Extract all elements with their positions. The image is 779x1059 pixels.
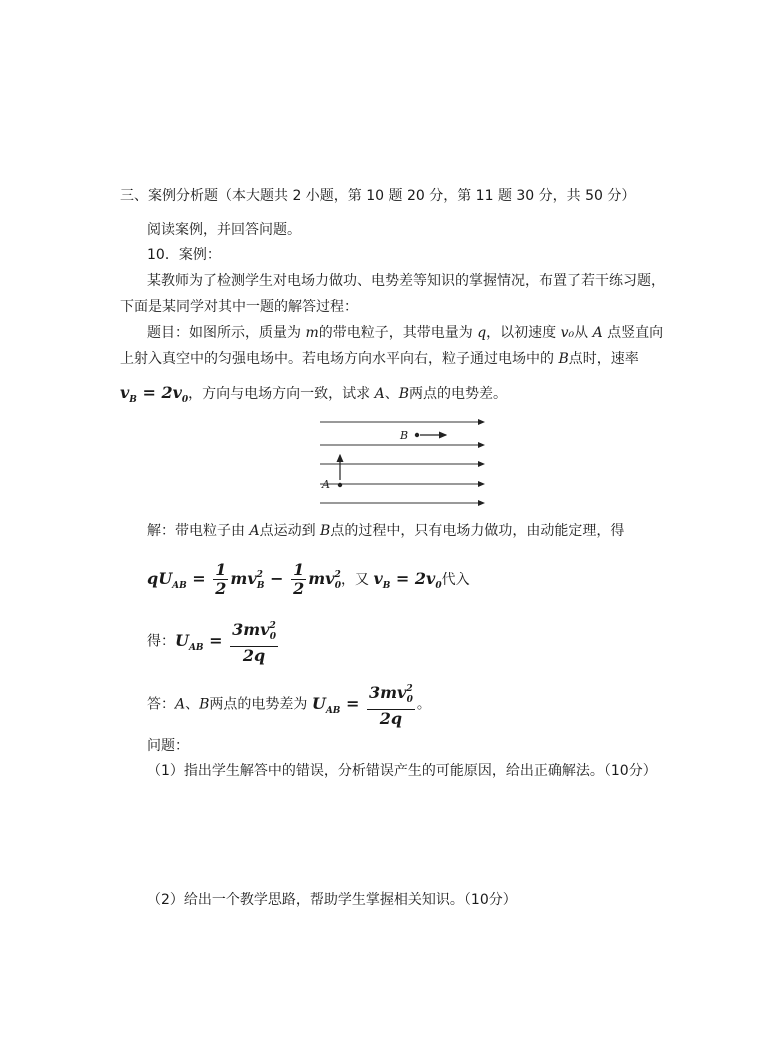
var-B: B	[398, 386, 410, 402]
formula-energy-theorem: $qU_{AB}$ = $\frac{1}{2}$ $mv^2_B$ − $\frac{1}{2}$ $mv^2_0$	[147, 560, 341, 598]
questions-title: 问题：	[147, 738, 189, 754]
solution-text: ，又	[340, 572, 374, 588]
solution-text: 解：带电粒子由	[147, 523, 250, 539]
formula-result: $U_{AB}$ = $\frac{3mv^2_0}{2q}$	[175, 631, 280, 650]
var-A: A	[175, 696, 186, 713]
point-A	[338, 483, 342, 487]
var-q: q	[477, 325, 487, 341]
var-B: B	[199, 696, 210, 713]
equation-1	[147, 556, 470, 605]
question-2: （2）给出一个教学思路，帮助学生掌握相关知识。（10分）	[147, 892, 517, 908]
var-v0: v₀	[560, 325, 575, 341]
formula-vB: $v_B = 2v_0$	[120, 383, 189, 405]
var-A: A	[249, 523, 260, 539]
problem-text: ，方向与电场方向一致，试求	[188, 386, 375, 402]
result-label: 得：	[147, 633, 175, 650]
problem-text: 题目：如图所示，质量为	[147, 325, 306, 341]
instruction-text: 阅读案例，并回答问题。	[147, 222, 301, 238]
problem-text: 两点的电势差。	[409, 386, 508, 402]
problem-text: 从	[574, 325, 593, 341]
var-A: A	[592, 325, 603, 341]
result-line	[147, 617, 280, 668]
problem-text: 上射入真空中的匀强电场中。若电场方向水平向右，粒子通过电场中的	[120, 351, 559, 367]
problem-line-3	[120, 383, 507, 410]
var-B: B	[320, 523, 331, 539]
label-B: B	[400, 429, 409, 442]
label-A: A	[322, 478, 330, 491]
answer-end: 。	[416, 696, 431, 713]
section-heading: 三、案例分析题（本大题共 2 小题，第 10 题 20 分，第 11 题 30 分，共 50 分）	[120, 188, 636, 204]
problem-text: 点时，速率	[568, 351, 639, 367]
separator: 、	[384, 386, 399, 402]
var-m: m	[305, 325, 319, 341]
solution-line-1	[147, 521, 624, 541]
formula-vB: $v_B = 2v_0$	[373, 569, 442, 591]
electric-field-figure	[316, 412, 494, 514]
var-A: A	[374, 386, 385, 402]
solution-text: 代入	[441, 572, 470, 588]
answer-text: 两点的电势差为	[209, 696, 312, 713]
answer-line	[147, 680, 431, 731]
answer-text: 答：	[147, 696, 175, 713]
separator: 、	[185, 696, 200, 713]
case-number: 10．案例：	[147, 247, 221, 263]
solution-text: 点运动到	[259, 523, 321, 539]
question-1: （1）指出学生解答中的错误，分析错误产生的可能原因，给出正确解法。（10分）	[147, 763, 657, 779]
solution-text: 点的过程中，只有电场力做功，由动能定理，得	[330, 523, 625, 539]
formula-answer: $U_{AB}$ = $\frac{3mv^2_0}{2q}$	[312, 694, 417, 713]
problem-text: ，以初速度	[486, 325, 561, 341]
problem-text: 点竖直向	[602, 325, 664, 341]
problem-text: 的带电粒子，其带电量为	[318, 325, 478, 341]
problem-line-2	[120, 349, 639, 369]
var-B: B	[558, 351, 569, 367]
intro-line-1: 某教师为了检测学生对电场力做功、电势差等知识的掌握情况，布置了若干练习题，	[147, 273, 665, 289]
intro-line-2: 下面是某同学对其中一题的解答过程：	[120, 299, 358, 315]
point-B	[415, 433, 419, 437]
problem-line-1	[147, 323, 663, 343]
